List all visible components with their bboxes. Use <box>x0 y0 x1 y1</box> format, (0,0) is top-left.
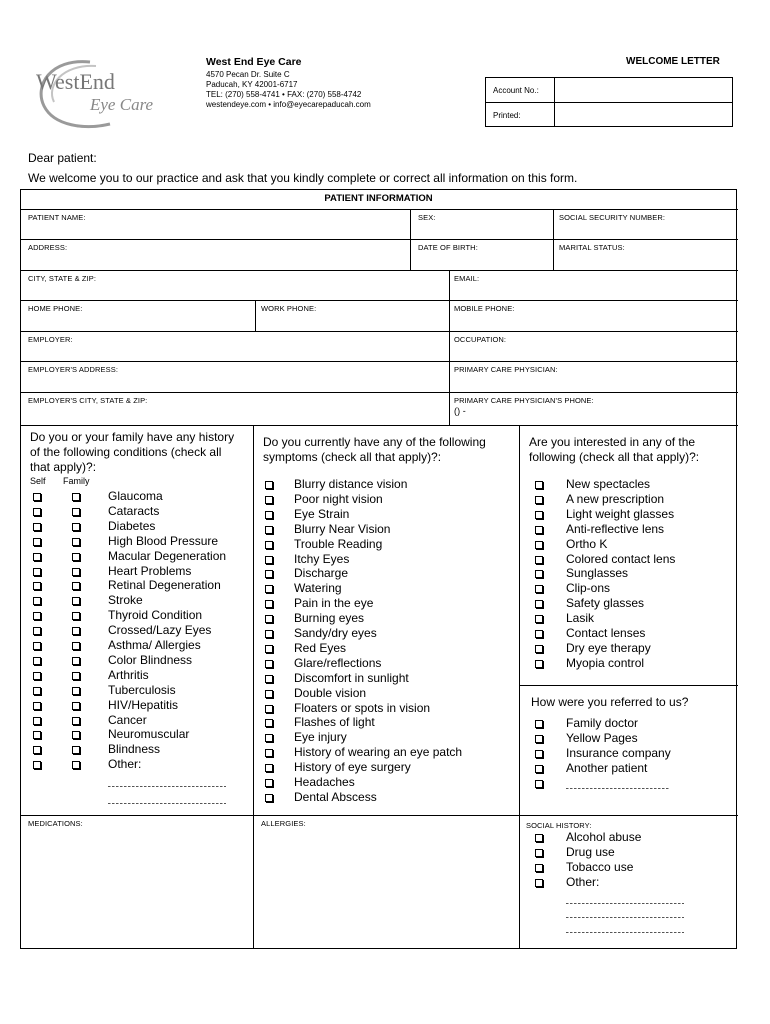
interest-checkbox[interactable] <box>535 556 543 564</box>
symptom-checkbox[interactable] <box>265 570 273 578</box>
interest-item-label: Lasik <box>566 611 595 626</box>
interest-item-label: Dry eye therapy <box>566 640 651 655</box>
self-checkbox[interactable] <box>33 687 41 695</box>
interest-checkbox[interactable] <box>535 585 543 593</box>
referral-checkbox[interactable] <box>535 765 543 773</box>
city-state-zip-label: CITY, STATE & ZIP: <box>28 274 97 283</box>
history-item-label: Tuberculosis <box>108 682 176 697</box>
company-web-email: westendeye.com • info@eyecarepaducah.com <box>206 100 371 109</box>
self-checkbox[interactable] <box>33 553 41 561</box>
printed-label: Printed: <box>493 111 521 120</box>
patient-name-label: PATIENT NAME: <box>28 213 86 222</box>
self-checkbox[interactable] <box>33 493 41 501</box>
company-address-line-2: Paducah, KY 42001-6717 <box>206 80 298 89</box>
family-checkbox[interactable] <box>72 731 80 739</box>
history-item-label: Arthritis <box>108 667 149 682</box>
symptom-checkbox[interactable] <box>265 511 273 519</box>
referral-checkbox[interactable] <box>535 780 543 788</box>
ssn-label: SOCIAL SECURITY NUMBER: <box>559 213 666 222</box>
history-item-label: Retinal Degeneration <box>108 578 221 593</box>
work-phone-label: WORK PHONE: <box>261 304 317 313</box>
symptom-checkbox[interactable] <box>265 719 273 727</box>
interest-checkbox[interactable] <box>535 511 543 519</box>
self-checkbox[interactable] <box>33 746 41 754</box>
company-phone-fax: TEL: (270) 558-4741 • FAX: (270) 558-4742 <box>206 90 362 99</box>
symptom-item-label: Double vision <box>294 685 367 700</box>
symptom-item-label: Headaches <box>294 775 355 789</box>
social-item-label: Tobacco use <box>566 860 634 874</box>
symptom-checkbox[interactable] <box>265 690 273 698</box>
interest-checkbox[interactable] <box>535 570 543 578</box>
social-other-line-2[interactable] <box>566 917 684 918</box>
social-history-label: SOCIAL HISTORY: <box>526 821 592 830</box>
westend-logo <box>30 56 190 130</box>
self-checkbox[interactable] <box>33 538 41 546</box>
self-checkbox[interactable] <box>33 627 41 635</box>
employer-address-label: EMPLOYER'S ADDRESS: <box>28 365 119 374</box>
social-checkbox[interactable] <box>535 864 543 872</box>
symptom-item-label: Eye Strain <box>294 506 350 521</box>
interest-item-label: Light weight glasses <box>566 506 675 521</box>
self-checkbox[interactable] <box>33 657 41 665</box>
social-checkbox[interactable] <box>535 834 543 842</box>
referral-other-line[interactable] <box>566 788 670 789</box>
symptoms-title: Do you currently have any of the following symptoms (check all that apply)?: <box>263 435 486 464</box>
greeting: Dear patient: <box>28 151 97 165</box>
interest-item-label: Myopia control <box>566 655 645 670</box>
symptom-item-label: Blurry distance vision <box>294 477 408 491</box>
history-item-label: Macular Degeneration <box>108 548 227 563</box>
symptom-checkbox[interactable] <box>265 734 273 742</box>
family-checkbox[interactable] <box>72 642 80 650</box>
referral-checkbox[interactable] <box>535 720 543 728</box>
referral-checkbox[interactable] <box>535 750 543 758</box>
referral-checkbox[interactable] <box>535 735 543 743</box>
social-other-line-3[interactable] <box>566 932 684 933</box>
family-checkbox[interactable] <box>72 687 80 695</box>
patient-info-title: PATIENT INFORMATION <box>324 193 433 204</box>
employer-label: EMPLOYER: <box>28 335 73 344</box>
history-item-label: Diabetes <box>108 518 156 533</box>
printed-row <box>486 102 732 127</box>
interest-item-label: Anti-reflective lens <box>566 521 665 536</box>
family-column-label: Family <box>63 476 90 486</box>
interest-item-label: New spectacles <box>566 477 651 491</box>
interest-item-label: Contact lenses <box>566 626 646 640</box>
address-label: ADDRESS: <box>28 243 68 252</box>
employer-city-label: EMPLOYER'S CITY, STATE & ZIP: <box>28 396 148 405</box>
self-checkbox[interactable] <box>33 717 41 725</box>
family-checkbox[interactable] <box>72 568 80 576</box>
interest-item-label: Colored contact lens <box>566 551 676 566</box>
interest-checkbox[interactable] <box>535 615 543 623</box>
interest-item-label: Ortho K <box>566 536 608 551</box>
symptom-checkbox[interactable] <box>265 645 273 653</box>
account-row <box>486 78 732 103</box>
history-item-label: Thyroid Condition <box>108 608 203 623</box>
interest-item-label: Safety glasses <box>566 596 645 611</box>
pcp-phone-value: () - <box>454 406 466 416</box>
family-checkbox[interactable] <box>72 538 80 546</box>
marital-status-label: MARITAL STATUS: <box>559 243 625 252</box>
family-checkbox[interactable] <box>72 508 80 516</box>
symptom-item-label: History of wearing an eye patch <box>294 745 463 760</box>
family-checkbox[interactable] <box>72 761 80 769</box>
self-checkbox[interactable] <box>33 612 41 620</box>
welcome-text: We welcome you to our practice and ask that you kindly complete or correct all information on this form. <box>28 171 578 185</box>
symptom-checkbox[interactable] <box>265 705 273 713</box>
interest-checkbox[interactable] <box>535 645 543 653</box>
symptom-item-label: Blurry Near Vision <box>294 521 391 536</box>
family-checkbox[interactable] <box>72 717 80 725</box>
symptom-item-label: Watering <box>294 581 342 596</box>
family-checkbox[interactable] <box>72 627 80 635</box>
history-item-label: Heart Problems <box>108 563 192 578</box>
interests-title: Are you interested in any of the following (check all that apply)?: <box>529 435 700 464</box>
self-checkbox[interactable] <box>33 672 41 680</box>
company-address-line-1: 4570 Pecan Dr. Suite C <box>206 70 290 79</box>
family-checkbox[interactable] <box>72 553 80 561</box>
social-item-label: Other: <box>566 875 600 889</box>
symptom-checkbox[interactable] <box>265 764 273 772</box>
interest-item-label: A new prescription <box>566 491 665 506</box>
logo-text-westend: WestEnd <box>36 69 115 94</box>
self-checkbox[interactable] <box>33 582 41 590</box>
family-checkbox[interactable] <box>72 672 80 680</box>
symptom-checkbox[interactable] <box>265 481 273 489</box>
allergies-label: ALLERGIES: <box>261 819 306 828</box>
interest-checkbox[interactable] <box>535 630 543 638</box>
social-checkbox[interactable] <box>535 879 543 887</box>
family-checkbox[interactable] <box>72 597 80 605</box>
history-item-label: High Blood Pressure <box>108 533 219 548</box>
self-checkbox[interactable] <box>33 508 41 516</box>
history-item-label: Blindness <box>108 742 161 757</box>
symptom-checkbox[interactable] <box>265 675 273 683</box>
history-item-label: Asthma/ Allergies <box>108 638 201 652</box>
family-checkbox[interactable] <box>72 493 80 501</box>
symptom-item-label: Discharge <box>294 566 349 581</box>
interest-checkbox[interactable] <box>535 660 543 668</box>
mobile-phone-label: MOBILE PHONE: <box>454 304 515 313</box>
company-name: West End Eye Care <box>206 56 302 68</box>
referral-title: How were you referred to us? <box>531 695 689 709</box>
symptom-checkbox[interactable] <box>265 541 273 549</box>
symptom-item-label: Pain in the eye <box>294 596 374 611</box>
family-checkbox[interactable] <box>72 657 80 665</box>
self-checkbox[interactable] <box>33 568 41 576</box>
family-checkbox[interactable] <box>72 702 80 710</box>
occupation-label: OCCUPATION: <box>454 335 507 344</box>
history-item-label: Crossed/Lazy Eyes <box>108 623 212 638</box>
history-other-line-1[interactable] <box>108 786 226 787</box>
social-item-label: Alcohol abuse <box>566 830 642 844</box>
history-item-label: Stroke <box>108 593 143 608</box>
interest-checkbox[interactable] <box>535 600 543 608</box>
symptom-item-label: Sandy/dry eyes <box>294 626 377 640</box>
social-checkbox[interactable] <box>535 849 543 857</box>
self-checkbox[interactable] <box>33 523 41 531</box>
self-checkbox[interactable] <box>33 597 41 605</box>
pcp-label: PRIMARY CARE PHYSICIAN: <box>454 365 558 374</box>
history-item-label: Cancer <box>108 712 147 727</box>
logo-text-eyecare: Eye Care <box>90 95 154 114</box>
sex-label: SEX: <box>418 213 436 222</box>
symptom-item-label: Flashes of light <box>294 715 375 730</box>
history-item-label: Glaucoma <box>108 489 163 503</box>
history-item-label: Color Blindness <box>108 652 193 667</box>
family-checkbox[interactable] <box>72 582 80 590</box>
referral-item-label: Another patient <box>566 761 648 775</box>
symptom-checkbox[interactable] <box>265 779 273 787</box>
dob-label: DATE OF BIRTH: <box>418 243 478 252</box>
symptom-item-label: Red Eyes <box>294 640 347 655</box>
symptom-item-label: Trouble Reading <box>294 536 383 551</box>
interest-checkbox[interactable] <box>535 526 543 534</box>
self-checkbox[interactable] <box>33 642 41 650</box>
history-item-label: Other: <box>108 757 142 772</box>
referral-item-label: Yellow Pages <box>566 731 638 745</box>
symptom-checkbox[interactable] <box>265 585 273 593</box>
interest-checkbox[interactable] <box>535 496 543 504</box>
social-other-line-1[interactable] <box>566 903 684 904</box>
symptom-checkbox[interactable] <box>265 794 273 802</box>
symptom-item-label: Floaters or spots in vision <box>294 700 431 715</box>
symptom-checkbox[interactable] <box>265 615 273 623</box>
medications-label: MEDICATIONS: <box>28 819 83 828</box>
family-checkbox[interactable] <box>72 746 80 754</box>
symptom-checkbox[interactable] <box>265 556 273 564</box>
history-item-label: Cataracts <box>108 503 160 518</box>
self-checkbox[interactable] <box>33 761 41 769</box>
interest-item-label: Sunglasses <box>566 566 629 581</box>
pcp-phone-label: PRIMARY CARE PHYSICIAN'S PHONE: <box>454 396 594 405</box>
history-title: Do you or your family have any history of the following conditions (check all that apply)?: <box>30 430 235 474</box>
history-item-label: Neuromuscular <box>108 727 190 742</box>
symptom-checkbox[interactable] <box>265 496 273 504</box>
symptom-item-label: Poor night vision <box>294 491 383 506</box>
referral-item-label: Family doctor <box>566 716 639 730</box>
home-phone-label: HOME PHONE: <box>28 304 83 313</box>
symptom-item-label: Burning eyes <box>294 611 365 626</box>
doc-title: WELCOME LETTER <box>626 56 720 67</box>
history-other-line-2[interactable] <box>108 803 226 804</box>
interest-item-label: Clip-ons <box>566 581 611 596</box>
symptom-item-label: History of eye surgery <box>294 760 411 775</box>
symptom-item-label: Dental Abscess <box>294 789 377 804</box>
self-column-label: Self <box>30 476 46 486</box>
interest-checkbox[interactable] <box>535 541 543 549</box>
symptom-item-label: Glare/reflections <box>294 655 382 670</box>
self-checkbox[interactable] <box>33 731 41 739</box>
symptom-checkbox[interactable] <box>265 630 273 638</box>
interest-checkbox[interactable] <box>535 481 543 489</box>
symptom-item-label: Discomfort in sunlight <box>294 670 409 685</box>
symptom-item-label: Itchy Eyes <box>294 551 350 566</box>
account-box <box>485 77 733 127</box>
email-label: EMAIL: <box>454 274 480 283</box>
family-checkbox[interactable] <box>72 523 80 531</box>
history-item-label: HIV/Hepatitis <box>108 697 179 712</box>
self-checkbox[interactable] <box>33 702 41 710</box>
account-label: Account No.: <box>493 86 539 95</box>
symptom-item-label: Eye injury <box>294 730 347 745</box>
symptom-checkbox[interactable] <box>265 660 273 668</box>
social-item-label: Drug use <box>566 845 615 859</box>
referral-item-label: Insurance company <box>566 746 671 760</box>
symptom-checkbox[interactable] <box>265 749 273 757</box>
family-checkbox[interactable] <box>72 612 80 620</box>
symptom-checkbox[interactable] <box>265 526 273 534</box>
symptom-checkbox[interactable] <box>265 600 273 608</box>
